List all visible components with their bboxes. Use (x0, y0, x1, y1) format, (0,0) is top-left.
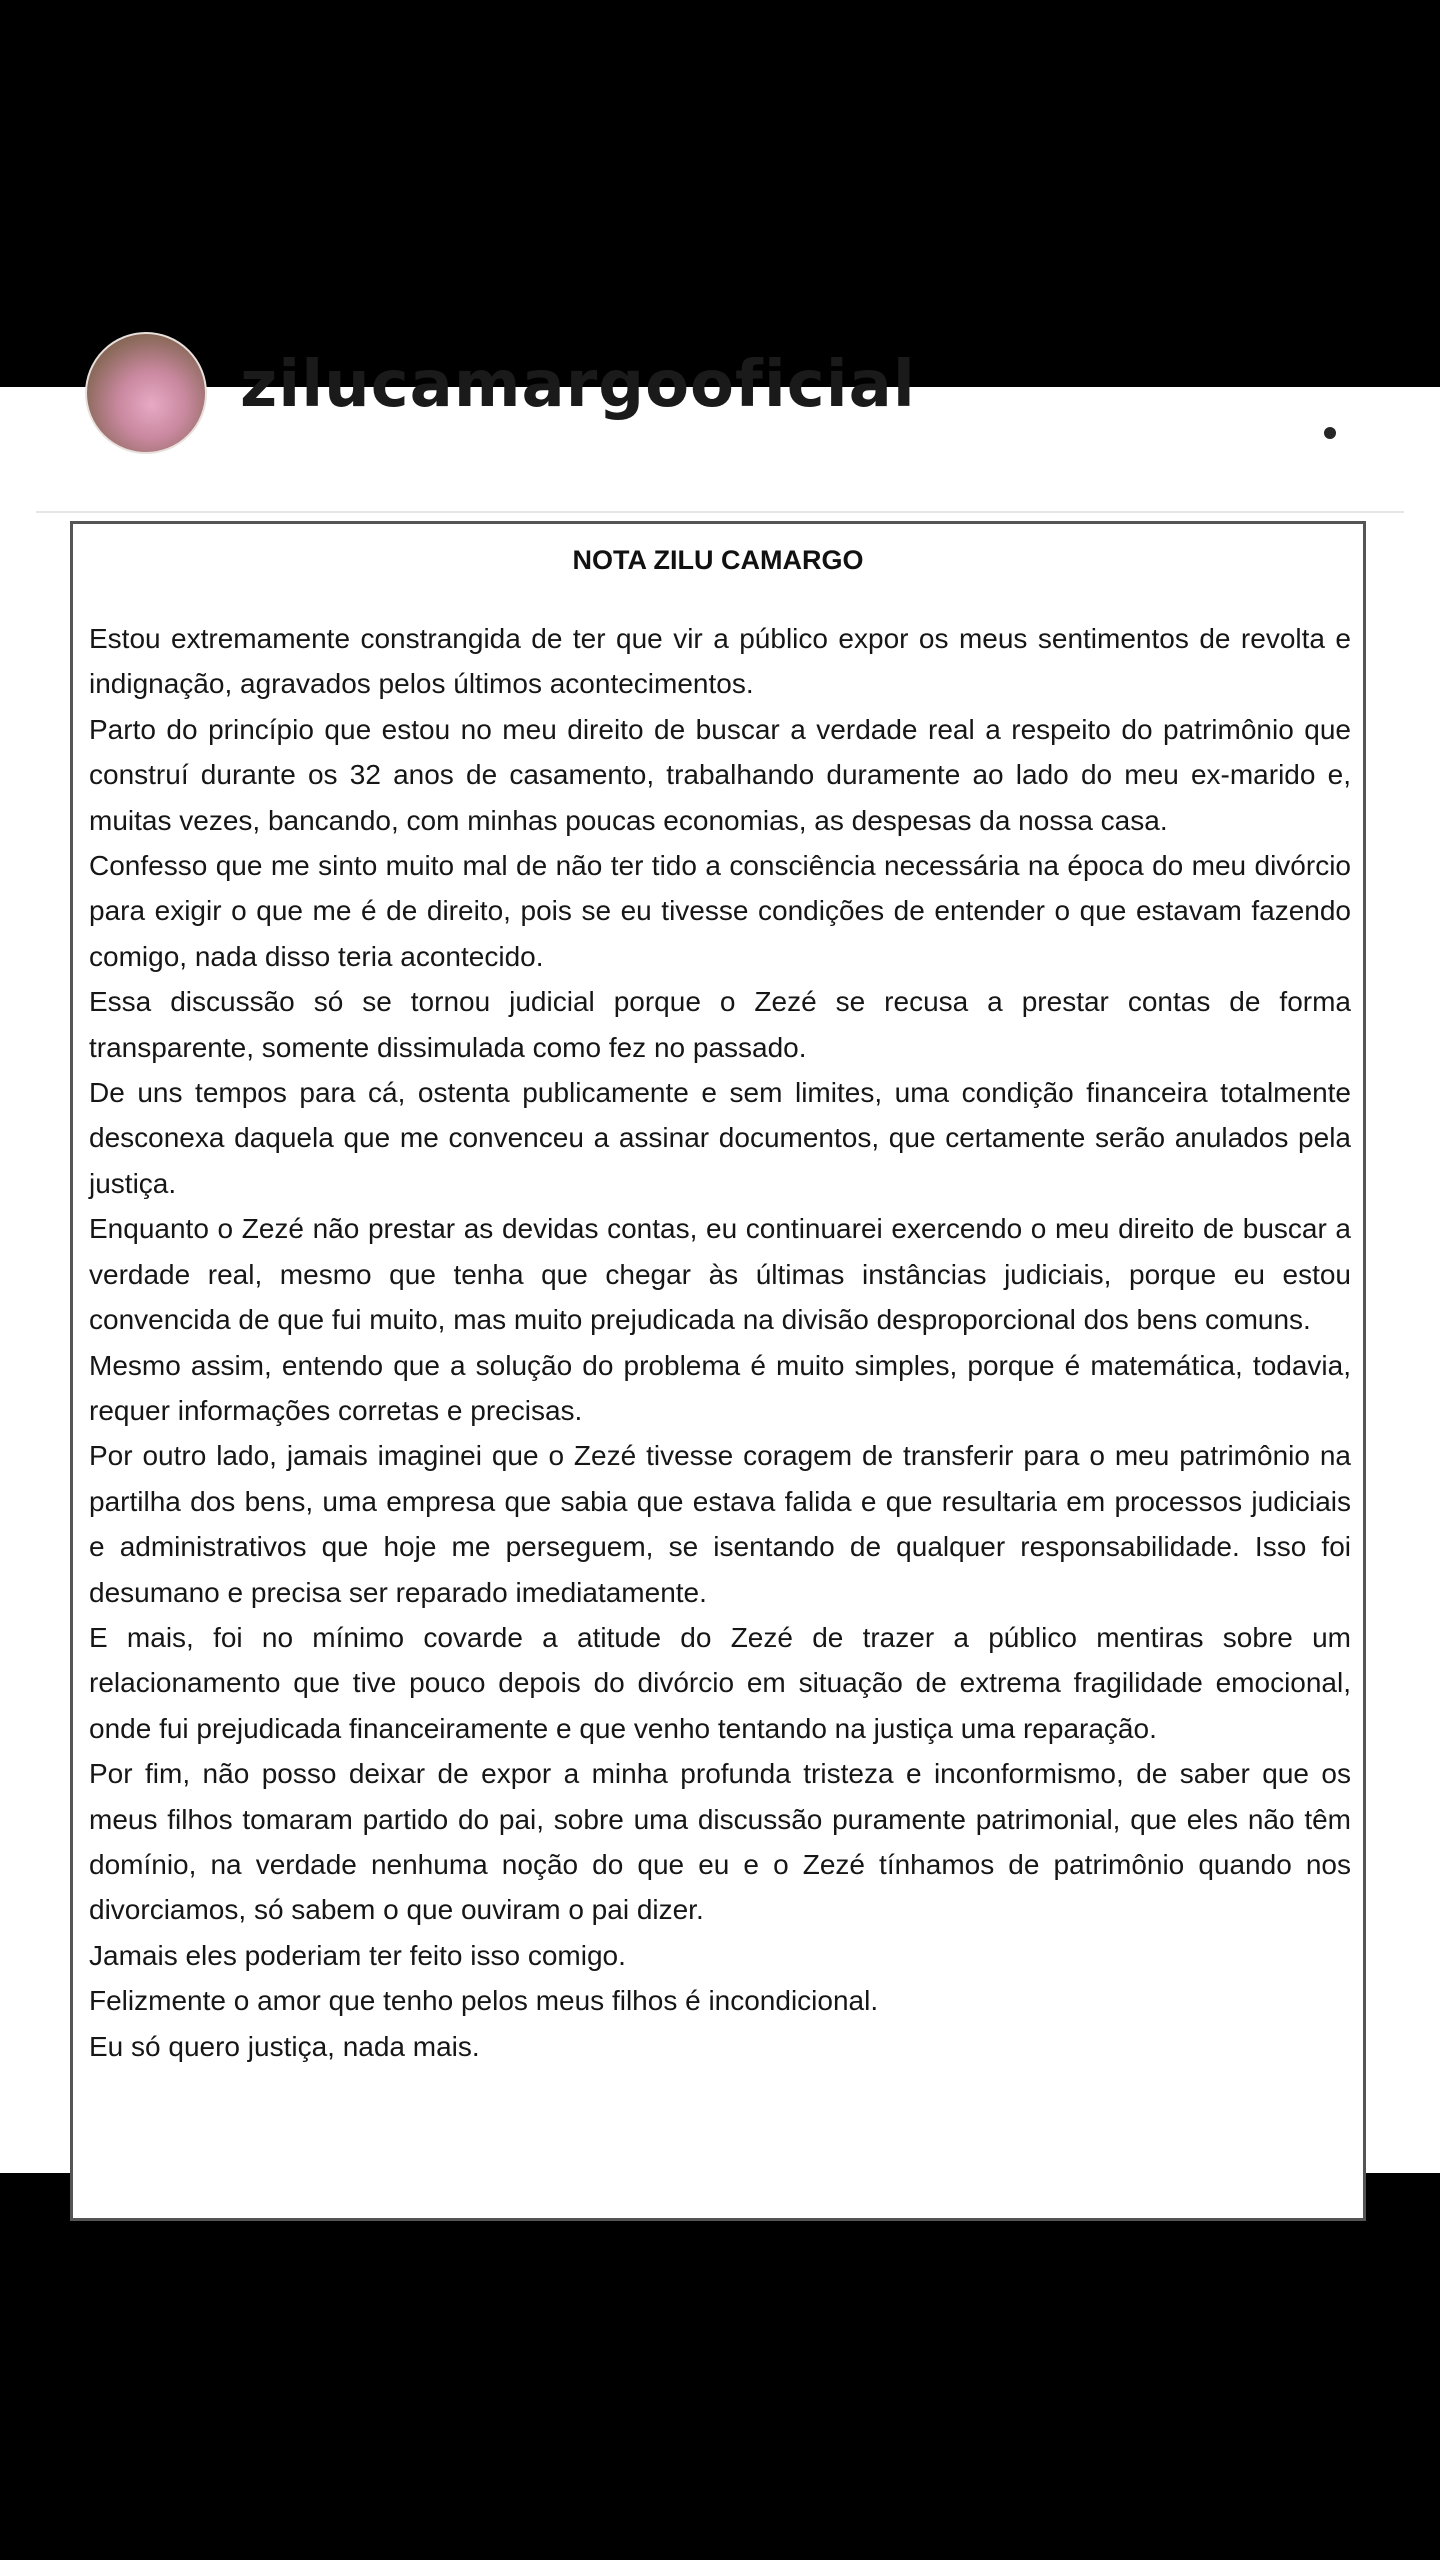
note-paragraph: Jamais eles poderiam ter feito isso comigo. (89, 1939, 626, 1971)
note-paragraph: Enquanto o Zezé não prestar as devidas contas, eu continuarei exercendo o meu direito de buscar a verdade real, mesmo que tenha que chegar às últimas instâncias judiciais, porque eu estou convencida de que fui muito, mas muito prejudicada na divisão desproporcional dos bens comuns. (89, 1213, 1351, 1336)
header-divider (36, 511, 1404, 513)
note-paragraph-cut: Eu só quero justiça, nada mais. (89, 2030, 480, 2062)
instagram-post (0, 348, 1440, 2173)
profile-avatar[interactable] (85, 332, 207, 454)
note-paragraph: De uns tempos para cá, ostenta publicamente e sem limites, uma condição financeira totalmente desconexa daquela que me convenceu a assinar documentos, que certamente serão anulados pela justiça. (89, 1077, 1351, 1199)
note-image (70, 521, 1366, 2221)
note-paragraph: Confesso que me sinto muito mal de não ter tido a consciência necessária na época do meu divórcio para exigir o que me é de direito, pois se eu tivesse condições de entender o que estavam fazendo comigo, nada disso teria acontecido. (89, 850, 1351, 972)
note-body (89, 616, 1351, 2062)
profile-username[interactable]: zilucamargooficial (240, 348, 916, 422)
note-paragraph: Felizmente o amor que tenho pelos meus filhos é incondicional. (89, 1985, 879, 2017)
note-paragraph: E mais, foi no mínimo covarde a atitude do Zezé de trazer a público mentiras sobre um relacionamento que tive pouco depois do divórcio em situação de extrema fragilidade emocional, onde fui prejudicada financeiramente e que venho tentando na justiça uma reparação. (89, 1621, 1351, 1744)
note-paragraph: Por fim, não posso deixar de expor a minha profunda tristeza e inconformismo, de saber que os meus filhos tomaram partido do pai, sobre uma discussão puramente patrimonial, que eles não têm domínio, na verdade nenhuma noção do que eu e o Zezé tínhamos de patrimônio quando nos divorciamos, só sabem o que ouviram o pai dizer. (89, 1758, 1351, 1926)
note-paragraph: Essa discussão só se tornou judicial porque o Zezé se recusa a prestar contas de forma transparente, somente dissimulada como fez no passado. (89, 986, 1351, 1063)
note-paragraph: Estou extremamente constrangida de ter que vir a público expor os meus sentimentos de revolta e indignação, agravados pelos últimos acontecimentos. (89, 623, 1351, 700)
note-paragraph: Por outro lado, jamais imaginei que o Zezé tivesse coragem de transferir para o meu patrimônio na partilha dos bens, uma empresa que sabia que estava falida e que resultaria em processos judiciais e administrativos que hoje me perseguem, se isentando de qualquer responsabilidade. Isso foi desumano e precisa ser reparado imediatamente. (89, 1440, 1351, 1608)
more-options-icon[interactable] (1324, 427, 1342, 445)
note-title: NOTA ZILU CAMARGO (572, 545, 864, 575)
note-paragraph: Mesmo assim, entendo que a solução do problema é muito simples, porque é matemática, todavia, requer informações corretas e precisas. (89, 1349, 1351, 1426)
note-paragraph: Parto do princípio que estou no meu direito de buscar a verdade real a respeito do patrimônio que construí durante os 32 anos de casamento, trabalhando duramente ao lado do meu ex-marido e, muitas vezes, bancando, com minhas poucas economias, as despesas da nossa casa. (89, 713, 1351, 836)
post-header (0, 348, 1440, 511)
